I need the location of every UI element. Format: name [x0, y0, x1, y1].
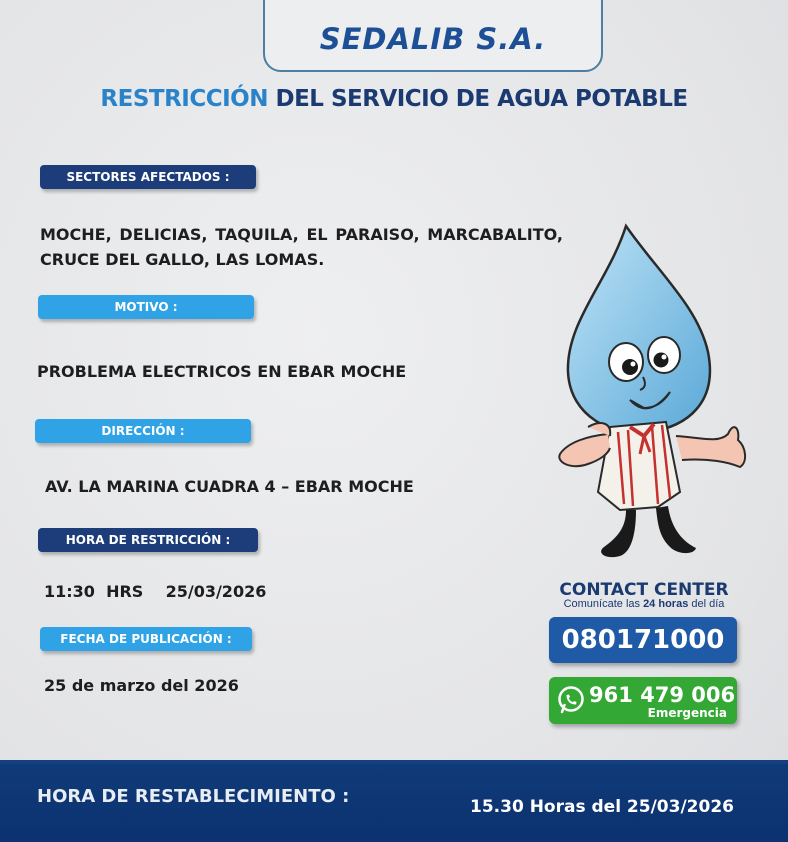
contact-center-subtitle — [551, 598, 737, 610]
sectores-label: SECTORES AFECTADOS : — [40, 165, 256, 189]
whatsapp-number: 961 479 006 — [589, 683, 736, 707]
sectores-value: MOCHE, DELICIAS, TAQUILA, EL PARAISO, MARCABALITO, CRUCE DEL GALLO, LAS LOMAS. — [40, 225, 563, 269]
whatsapp-emergency-button[interactable] — [549, 677, 737, 724]
title-rest: DEL SERVICIO DE AGUA POTABLE — [275, 86, 688, 112]
emergency-label: Emergencia — [647, 706, 727, 720]
motivo-value: PROBLEMA ELECTRICOS EN EBAR MOCHE — [37, 362, 407, 381]
contact-phone-button[interactable]: 080171000 — [549, 617, 737, 663]
restablecimiento-label: HORA DE RESTABLECIMIENTO : — [37, 786, 350, 807]
direccion-value: AV. LA MARINA CUADRA 4 – EBAR MOCHE — [45, 477, 414, 496]
subtitle-post: del día — [688, 598, 725, 610]
direccion-label: DIRECCIÓN : — [35, 419, 251, 443]
footer-bar — [0, 760, 788, 842]
hora-value: 11:30 HRS 25/03/2026 — [44, 582, 267, 601]
brand-header — [263, 0, 603, 72]
fecha-label: FECHA DE PUBLICACIÓN : — [40, 627, 252, 651]
fecha-value: 25 de marzo del 2026 — [44, 676, 239, 695]
subtitle-bold: 24 horas — [643, 598, 689, 610]
hora-label: HORA DE RESTRICCIÓN : — [38, 528, 258, 552]
contact-center-title: CONTACT CENTER — [559, 580, 729, 600]
water-drop-mascot — [548, 222, 758, 567]
subtitle-pre: Comunícate las — [563, 598, 644, 610]
motivo-label: MOTIVO : — [38, 295, 254, 319]
whatsapp-icon — [556, 685, 586, 715]
title-highlight: RESTRICCIÓN — [100, 86, 268, 112]
brand-logo: SEDALIB S.A. — [319, 22, 547, 56]
page-title — [0, 86, 788, 112]
restablecimiento-value: 15.30 Horas del 25/03/2026 — [470, 797, 734, 817]
